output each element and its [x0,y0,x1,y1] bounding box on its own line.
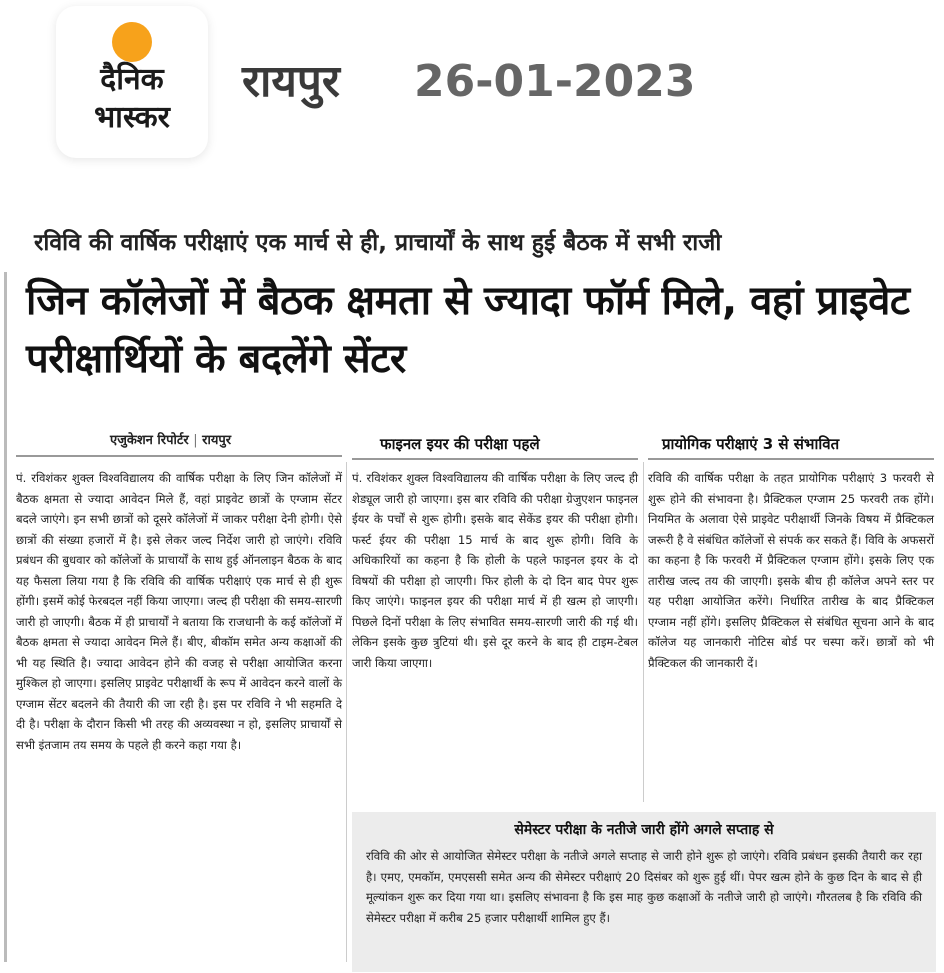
column-rule [16,455,342,457]
kicker-headline: रविवि की वार्षिक परीक्षाएं एक मार्च से ही, प्राचार्यों के साथ हुई बैठक में सभी राजी [34,230,722,256]
article-column-1: पं. रविशंकर शुक्ल विश्वविद्यालय की वार्षिक परीक्षा के लिए जिन कॉलेजों में बैठक क्षमता से ज्यादा आवेदन मिले हैं, वहां प्राइवेट छात्रों के एग्जाम सेंटर बदले जाएंगे। इन सभी छात्रों को दूसरे कॉलेजों में जाकर परीक्षा देनी होगी। ऐसे छात्रों की संख्या हजारों में है। इसे लेकर जल्द निर्देश जारी हो जाएंगे। रविवि प्रबंधन की बुधवार को कॉलेजों के प्राचार्यों के साथ हुई ऑनलाइन बैठक के बाद यह फैसला लिया गया है कि रविवि की वार्षिक परीक्षाएं एक मार्च से ही शुरू होंगी। इसमें कोई फेरबदल नहीं किया जाएगा। जल्द ही परीक्षा की समय-सारणी जारी हो जाएगी। बैठक में ही प्राचार्यों ने बताया कि राजधानी के कई कॉलेजों में बैठक क्षमता से ज्यादा आवेदन मिले हैं। बीए, बीकॉम समेत अन्य कक्षाओं की भी यह स्थिति है। ज्यादा आवेदन होने की वजह से परीक्षा आयोजित करना मुश्किल हो जाएगा। इसलिए प्राइवेट परीक्षार्थी के रूप में आवेदन करने वालों के एग्जाम सेंटर बदलने की तैयारी की जा रही है। इस पर रविवि ने भी सहमति दे दी है। परीक्षा के दौरान किसी भी तरह की अव्यवस्था न हो, इसलिए प्राचार्यों से सभी इंतजाम तय समय के पहले ही करने कहा गया है। [16,471,342,752]
semester-results-box [352,812,936,972]
semester-text: रविवि की ओर से आयोजित सेमेस्टर परीक्षा के नतीजे अगले सप्ताह से जारी होने शुरू हो जाएंगे। रविवि प्रबंधन इसकी तैयारी कर रहा है। एमए, एमकॉम, एमएससी समेत अन्य की सेमेस्टर परीक्षाएं 20 दिसंबर को शुरू हुई थीं। पेपर खत्म होने के कुछ दिन के बाद से ही मूल्यांकन शुरू कर दिया गया था। इसलिए संभावना है कि इस माह कुछ कक्षाओं के नतीजे जारी हो जाएंगे। गौरतलब है कि रविवि की सेमेस्टर परीक्षा में करीब 25 हजार परीक्षार्थी शामिल हुए हैं। [366,849,923,925]
byline-reporter: एजुकेशन रिपोर्टर [110,433,189,448]
article-column-3: रविवि की वार्षिक परीक्षा के तहत प्रायोगिक परीक्षाएं 3 फरवरी से शुरू होने की संभावना है। प्रैक्टिकल एग्जाम 25 फरवरी तक होंगे। नियमित के अलावा ऐसे प्राइवेट परीक्षार्थी जिनके विषय में प्रैक्टिकल जरूरी है वे संबंधित कॉलेजों से संपर्क कर सकते हैं। विवि के अफसरों का कहना है कि फरवरी में प्रैक्टिकल एग्जाम होंगे। इसके लिए एक तारीख जल्द तय की जाएगी। इसके बीच ही कॉलेज अपने स्तर पर यह परीक्षा आयोजित करेंगे। निर्धारित तारीख के बाद प्रैक्टिकल एग्जाम नहीं होंगे। इसलिए प्रैक्टिकल से संबंधित सूचना आने के बाद कॉलेज यह जानकारी नोटिस बोर्ड पर चस्पा करें। छात्रों को भी प्रैक्टिकल की जानकारी दें। [648,471,934,670]
news-clipping [0,200,944,973]
logo-text-line2: भास्कर [94,100,170,135]
article-column-2: पं. रविशंकर शुक्ल विश्वविद्यालय की वार्षिक परीक्षा के लिए जल्द ही शेड्यूल जारी हो जाएगा। इस बार रविवि की परीक्षा ग्रेजुएशन फाइनल ईयर के पर्चों से शुरू होगी। इसके बाद सेकेंड इयर की परीक्षा होगी। फर्स्ट ईयर की परीक्षा 15 मार्च के बाद शुरू होगी। विवि के अधिकारियों का कहना है कि होली के पहले फाइनल इयर के दो विषयों की परीक्षा हो जाएगी। फिर होली के दो दिन बाद पेपर शुरू किए जाएंगे। फाइनल इयर की परीक्षा मार्च में ही खत्म हो जाएगी। पिछले दिनों परीक्षा के लिए संभावित समय-सारणी जारी की गई थी। लेकिन इसके कुछ त्रुटियां थी। इसे दूर करने के बाद ही टाइम-टेबल जारी किया जाएगा। [352,471,638,670]
col3-heading: प्रायोगिक परीक्षाएं 3 से संभावित [662,435,840,453]
main-headline: जिन कॉलेजों में बैठक क्षमता से ज्यादा फॉर्म मिले, वहां प्राइवेट परीक्षार्थियों के बदलेंगे सेंटर [26,278,910,382]
column-divider [346,462,347,962]
column-rule [648,458,934,460]
semester-heading: सेमेस्टर परीक्षा के नतीजे जारी होंगे अगले सप्ताह से [514,822,774,838]
left-rule [4,272,7,962]
dainik-bhaskar-logo [56,6,208,158]
logo-text-line1: दैनिक [100,62,164,97]
byline-separator: | [193,433,198,448]
byline-city: रायपुर [202,433,232,448]
col2-heading: फाइनल इयर की परीक्षा पहले [380,435,540,453]
column-divider [643,462,644,802]
city-name: रायपुर [242,56,340,107]
sun-icon [112,22,152,62]
column-rule [352,458,638,460]
edition-date: 26-01-2023 [414,56,696,107]
byline [110,430,231,448]
